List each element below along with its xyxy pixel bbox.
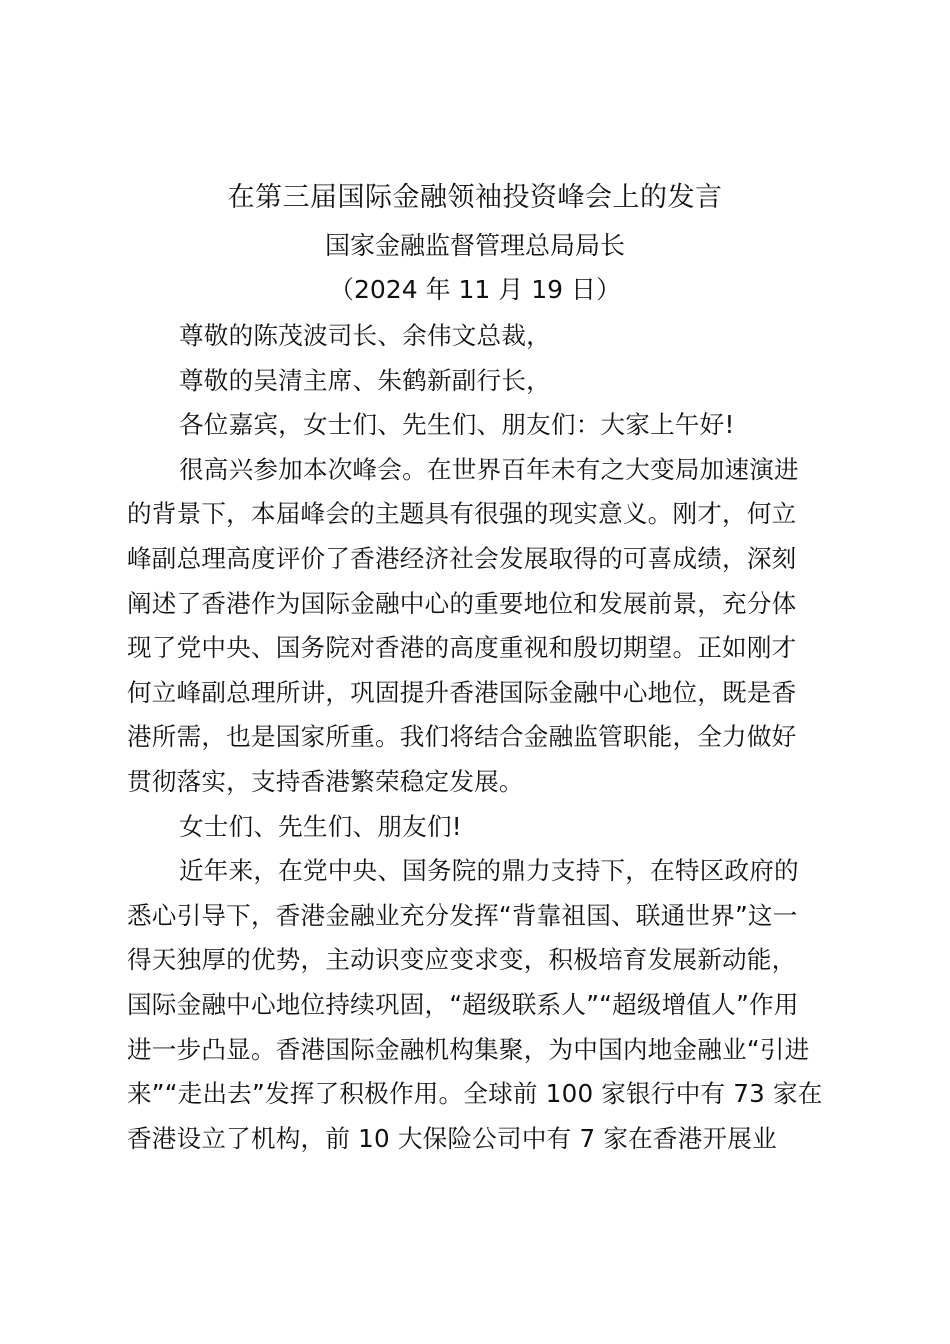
salutation-line: 尊敬的吴清主席、朱鹤新副行长， bbox=[179, 365, 551, 395]
paragraph-line: 近年来，在党中央、国务院的鼎力支持下，在特区政府的 bbox=[179, 856, 799, 886]
document-title: 在第三届国际金融领袖投资峰会上的发言 bbox=[227, 182, 723, 213]
salutation-line: 尊敬的陈茂波司长、余伟文总裁， bbox=[179, 321, 551, 350]
paragraph-line: 的背景下，本届峰会的主题具有很强的现实意义。刚才，何立 bbox=[127, 499, 797, 529]
salutation-line: 女士们、先生们、朋友们! bbox=[179, 811, 462, 841]
paragraph-line: 国际金融中心地位持续巩固，“超级联系人”“超级增值人”作用 bbox=[127, 989, 799, 1019]
paragraph-line: 很高兴参加本次峰会。在世界百年未有之大变局加速演进 bbox=[179, 454, 799, 484]
speech-body bbox=[127, 314, 833, 1161]
speaker-title: 国家金融监督管理总局局长 bbox=[324, 231, 625, 260]
salutation-line: 各位嘉宾，女士们、先生们、朋友们：大家上午好! bbox=[179, 410, 735, 440]
paragraph-line: 港所需，也是国家所重。我们将结合金融监管职能，全力做好 bbox=[127, 722, 797, 752]
speech-date: （2024 年 11 月 19 日） bbox=[329, 275, 621, 304]
paragraph-line: 何立峰副总理所讲，巩固提升香港国际金融中心地位，既是香 bbox=[127, 677, 797, 707]
paragraph-line: 得天独厚的优势，主动识变应变求变，积极培育发展新动能， bbox=[127, 945, 797, 975]
paragraph-line: 香港设立了机构，前 10 大保险公司中有 7 家在香港开展业 bbox=[127, 1123, 777, 1153]
paragraph-line: 贯彻落实，支持香港繁荣稳定发展。 bbox=[127, 766, 524, 796]
paragraph-line: 峰副总理高度评价了香港经济社会发展取得的可喜成绩，深刻 bbox=[127, 543, 797, 573]
paragraph-line: 来”“走出去”发挥了积极作用。全球前 100 家银行中有 73 家在 bbox=[127, 1079, 823, 1109]
paragraph-line: 阐述了香港作为国际金融中心的重要地位和发展前景，充分体 bbox=[127, 588, 797, 618]
paragraph-line: 进一步凸显。香港国际金融机构集聚，为中国内地金融业“引进 bbox=[127, 1034, 810, 1064]
paragraph-line: 悉心引导下，香港金融业充分发挥“背靠祖国、联通世界”这一 bbox=[127, 900, 798, 930]
paragraph-line: 现了党中央、国务院对香港的高度重视和殷切期望。正如刚才 bbox=[127, 633, 797, 663]
